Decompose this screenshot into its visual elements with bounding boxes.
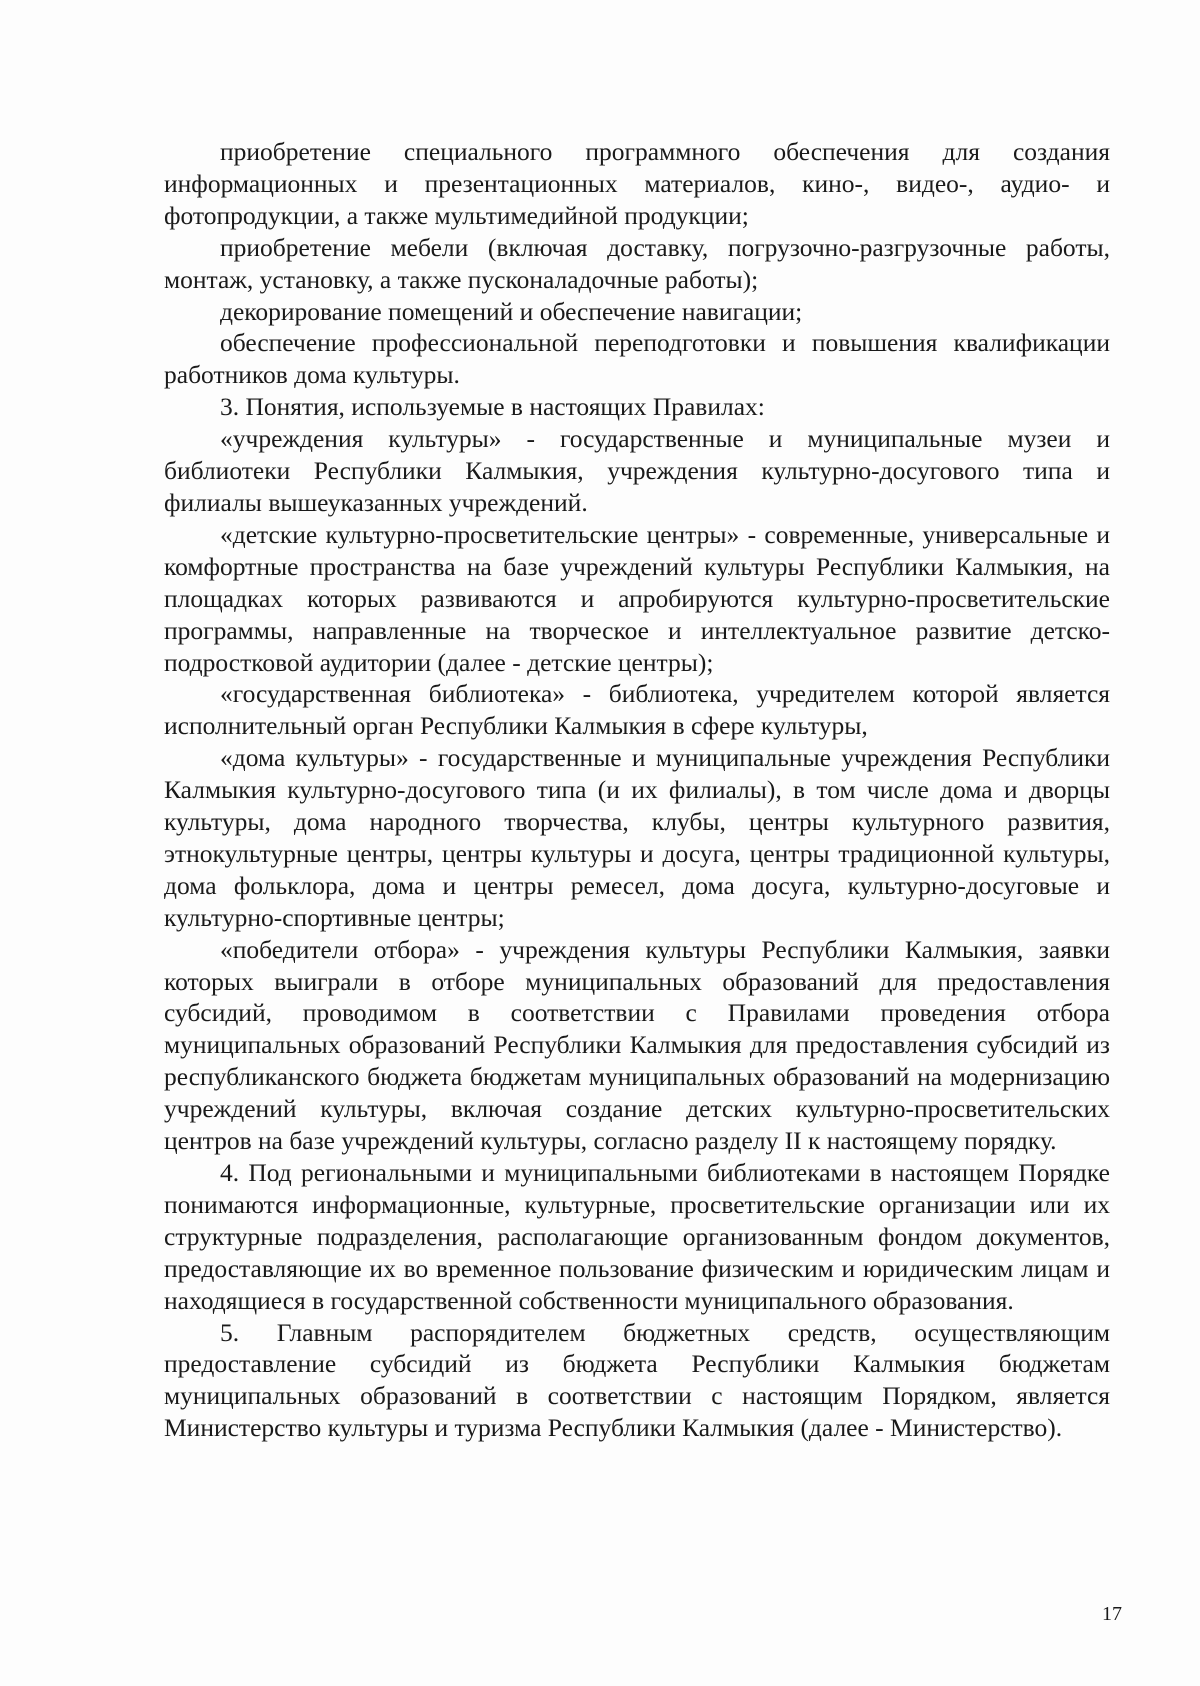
paragraph-houses-of-culture: «дома культуры» - государственные и муниципальные учреждения Республики Калмыкия культурно-досугового типа (и их филиалы), в том числе дома и дворцы культуры, дома народного творчества, клубы, центры культурного развития, этнокультурные центры, центры культуры и досуга, центры традиционной культуры, дома фольклора, дома и центры ремесел, дома досуга, культурно-досуговые и культурно-спортивные центры; bbox=[164, 743, 1110, 932]
paragraph-concepts-heading: 3. Понятия, используемые в настоящих Правилах: bbox=[220, 392, 765, 422]
document-body bbox=[164, 136, 1110, 1444]
paragraph-children-centers: «детские культурно-просветительские центры» - современные, универсальные и комфортные пространства на базе учреждений культуры Республики Калмыкия, на площадках которых развиваются и апробируются культурно-просветительские программы, направленные на творческое и интеллектуальное развитие детско-подростковой аудитории (далее - детские центры); bbox=[164, 519, 1110, 677]
paragraph-decoration: декорирование помещений и обеспечение навигации; bbox=[220, 296, 803, 326]
paragraph-furniture: приобретение мебели (включая доставку, погрузочно-разгрузочные работы, монтаж, установку, а также пусконаладочные работы); bbox=[164, 232, 1110, 294]
paragraph-libraries: 4. Под региональными и муниципальными библиотеками в настоящем Порядке понимаются информационные, культурные, просветительские организации или их структурные подразделения, располагающие организованным фондом документов, предоставляющие их во временное пользование физическим и юридическим лицам и находящиеся в государственной собственности муниципального образования. bbox=[164, 1158, 1110, 1315]
paragraph-main-manager: 5. Главным распорядителем бюджетных средств, осуществляющим предоставление субсидий из бюджета Республики Калмыкия бюджетам муниципальных образований в соответствии с настоящим Порядком, является Министерство культуры и туризма Республики Калмыкия (далее - Министерство). bbox=[164, 1317, 1110, 1443]
paragraph-software: приобретение специального программного обеспечения для создания информационных и презентационных материалов, кино-, видео-, аудио- и фотопродукции, а также мультимедийной продукции; bbox=[164, 137, 1110, 230]
paragraph-training: обеспечение профессиональной переподготовки и повышения квалификации работников дома культуры. bbox=[164, 328, 1110, 390]
page-number: 17 bbox=[1102, 1603, 1122, 1625]
paragraph-selection-winners: «победители отбора» - учреждения культуры Республики Калмыкия, заявки которых выиграли в отборе муниципальных образований для предоставления субсидий, проводимом в соответствии с Правилами проведения отбора муниципальных образований Республики Калмыкия для предоставления субсидий из республиканского бюджета бюджетам муниципальных образований на модернизацию учреждений культуры, включая создание детских культурно-просветительских центров на базе учреждений культуры, согласно разделу II к настоящему порядку. bbox=[164, 934, 1110, 1156]
paragraph-culture-institutions: «учреждения культуры» - государственные и муниципальные музеи и библиотеки Республики Калмыкия, учреждения культурно-досугового типа и филиалы вышеуказанных учреждений. bbox=[164, 424, 1110, 517]
paragraph-state-library: «государственная библиотека» - библиотека, учредителем которой является исполнительный орган Республики Калмыкия в сфере культуры, bbox=[164, 679, 1110, 741]
